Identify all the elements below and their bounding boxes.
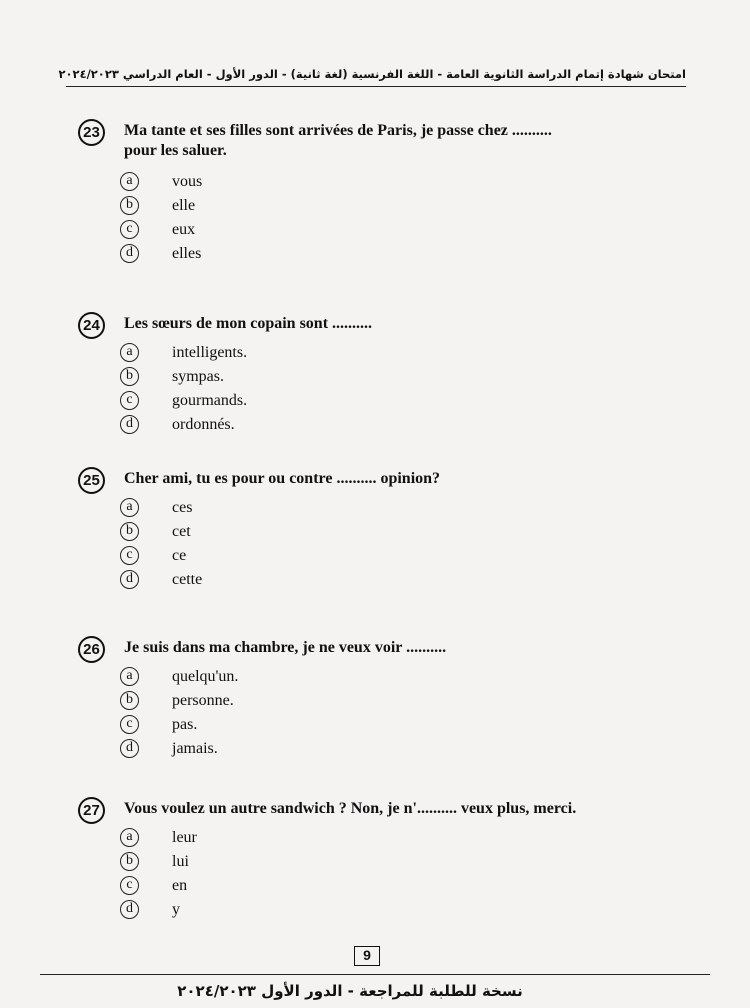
option-letter: d	[120, 570, 139, 589]
footer-text: نسخة للطلبة للمراجعة - الدور الأول ٢٠٢٤/٢٠٢٣	[177, 982, 523, 1000]
option-letter: b	[120, 852, 139, 871]
option-text: lui	[172, 853, 189, 870]
option-letter: c	[120, 876, 139, 895]
option-text: elle	[172, 197, 196, 214]
option-letter: a	[120, 667, 139, 686]
option-letter: d	[120, 900, 139, 919]
question-text	[124, 638, 684, 658]
option-text: gourmands.	[172, 392, 248, 409]
option-text: sympas.	[172, 368, 224, 385]
option-letter: d	[120, 739, 139, 758]
option-letter: d	[120, 415, 139, 434]
option-text: leur	[172, 829, 197, 846]
option-text: jamais.	[172, 740, 218, 757]
question-text-line: Vous voulez un autre sandwich ? Non, je n'.......... veux plus, merci.	[124, 800, 577, 817]
question-text-line: Ma tante et ses filles sont arrivées de Paris, je passe chez ..........	[124, 122, 552, 139]
question-text	[124, 121, 684, 161]
option-letter: b	[120, 522, 139, 541]
header-divider	[66, 86, 686, 87]
option-text: en	[172, 877, 188, 894]
question-text	[124, 314, 684, 334]
option-letter: c	[120, 220, 139, 239]
option-letter: b	[120, 691, 139, 710]
option-letter: b	[120, 196, 139, 215]
question-text-line: pour les saluer.	[124, 142, 227, 159]
option-letter: d	[120, 244, 139, 263]
option-letter: c	[120, 715, 139, 734]
option-text: ces	[172, 499, 193, 516]
question-text	[124, 799, 684, 819]
option-letter: a	[120, 343, 139, 362]
question-number-badge: 23	[78, 119, 105, 146]
question-number-badge: 26	[78, 636, 105, 663]
option-text: quelqu'un.	[172, 668, 239, 685]
question-text-line: Les sœurs de mon copain sont ..........	[124, 315, 373, 332]
question-text-line: Je suis dans ma chambre, je ne veux voir ..........	[124, 639, 447, 656]
question-number-badge: 24	[78, 312, 105, 339]
option-letter: b	[120, 367, 139, 386]
option-letter: c	[120, 546, 139, 565]
option-text: y	[172, 901, 180, 918]
question-text	[124, 469, 684, 489]
option-text: cet	[172, 523, 191, 540]
option-text: elles	[172, 245, 202, 262]
option-text: cette	[172, 571, 203, 588]
option-text: pas.	[172, 716, 198, 733]
exam-header-title: امتحان شهادة إتمام الدراسة الثانوية العامة - اللغة الفرنسية (لغة ثانية) - الدور الأول - العام الدراسي ٢٠٢٤/٢٠٢٣	[58, 67, 686, 81]
question-number-badge: 27	[78, 797, 105, 824]
option-text: intelligents.	[172, 344, 248, 361]
question-text-line: Cher ami, tu es pour ou contre .......... opinion?	[124, 470, 441, 487]
option-text: personne.	[172, 692, 234, 709]
question-number-badge: 25	[78, 467, 105, 494]
option-letter: a	[120, 828, 139, 847]
option-letter: a	[120, 172, 139, 191]
option-text: vous	[172, 173, 203, 190]
option-text: eux	[172, 221, 196, 238]
option-letter: c	[120, 391, 139, 410]
footer-divider	[40, 974, 710, 975]
option-letter: a	[120, 498, 139, 517]
page-number: 9	[354, 946, 380, 966]
option-text: ordonnés.	[172, 416, 235, 433]
option-text: ce	[172, 547, 187, 564]
